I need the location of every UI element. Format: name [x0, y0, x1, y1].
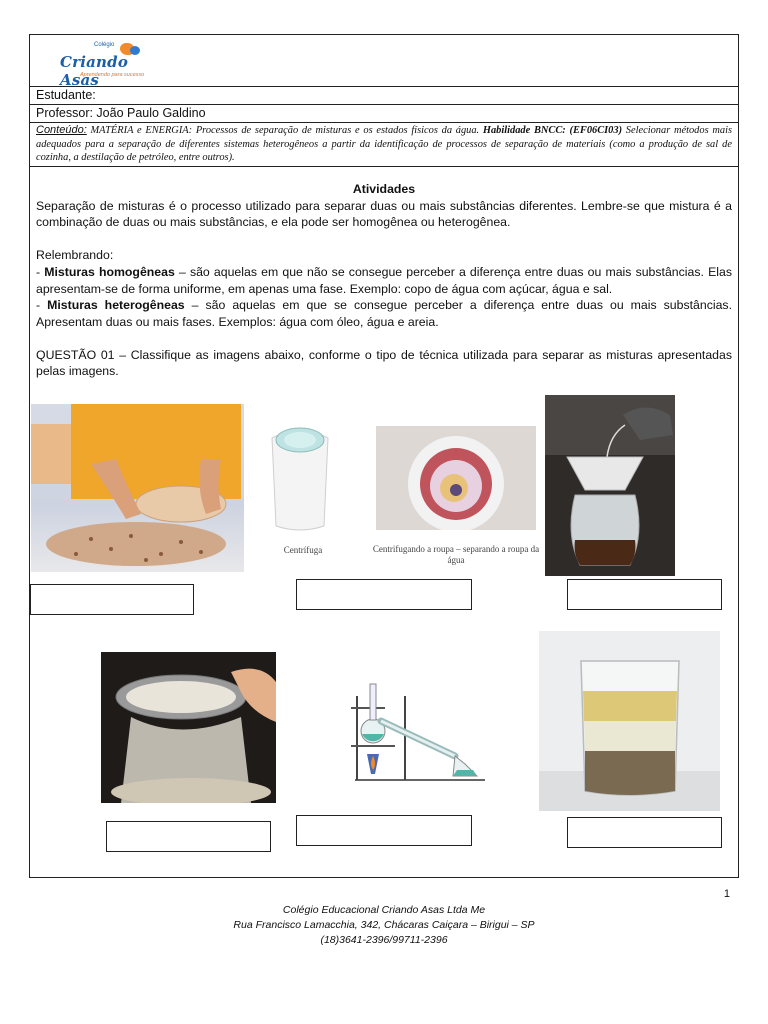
answer-box-1[interactable]	[30, 584, 194, 615]
logo-tagline: Aprendendo para sucesso	[80, 72, 145, 78]
catacao-illustration	[31, 404, 244, 572]
teacher-row	[30, 105, 738, 123]
skill-text: Selecionar métodos mais adequados para a separação de diferentes sistemas heterogêneos a partir da identificação de processos de separação de materiais (como a produção de sal de cozinha, a destilação de petróleo, entre outros).	[36, 125, 732, 163]
page-number: 1	[723, 888, 730, 900]
heterogeneous-paragraph: - Misturas heterogêneas – são aquelas em que se consegue perceber a diferença entre duas ou mais substâncias. Apresentam duas ou mais fases. Exemplos: água com óleo, água e areia.	[36, 298, 732, 329]
answer-box-5[interactable]	[296, 815, 472, 846]
footer	[0, 903, 768, 948]
student-row[interactable]	[30, 87, 738, 105]
catacao-image	[31, 404, 244, 572]
sieving-image	[101, 652, 276, 803]
footer-phone: (18)3641-2396/99711-2396	[320, 934, 448, 946]
answer-box-3[interactable]	[567, 579, 722, 610]
homogeneous-paragraph: - Misturas homogêneas – são aquelas em que não se consegue perceber a diferença entre duas ou mais substâncias. Elas apresentam-se de forma uniforme, em apenas uma fase. Exemplo: copo de água com açúcar, água e sal.	[36, 264, 732, 296]
distillation-illustration	[345, 676, 495, 784]
coffee-filter-image	[545, 395, 675, 576]
logo-small-text: Colégio	[94, 42, 115, 48]
decantation-image	[539, 631, 720, 811]
centrifuge-caption: Centrífuga	[283, 545, 323, 555]
beaker-illustration	[539, 631, 720, 811]
logo-name: Criando Asas	[60, 53, 129, 89]
washing-machine-caption: Centrifugando a roupa – separando a roupa da água	[372, 544, 540, 565]
teacher-label: Professor: João Paulo Galdino	[36, 106, 206, 120]
heterogeneous-term: Misturas heterogêneas	[47, 298, 185, 313]
sieving-illustration	[101, 652, 276, 803]
answer-box-4[interactable]	[106, 821, 271, 852]
activities-body	[36, 181, 732, 380]
student-label: Estudante:	[36, 88, 96, 102]
activities-title: Atividades	[352, 182, 416, 196]
content-text: MATÉRIA e ENERGIA: Processos de separação de misturas e os estados físicos da água.	[86, 125, 483, 136]
skill-label: Habilidade BNCC: (EF06CI03)	[482, 125, 623, 136]
content-label: Conteúdo:	[36, 124, 87, 136]
question-01: QUESTÃO 01 – Classifique as imagens abaixo, conforme o tipo de técnica utilizada para separar as misturas apresentadas pelas imagens.	[36, 347, 732, 379]
school-logo	[58, 41, 168, 89]
distillation-image	[345, 676, 495, 784]
washing-machine-illustration	[376, 426, 536, 530]
footer-school-name: Colégio Educacional Criando Asas Ltda Me	[282, 904, 486, 916]
content-row	[30, 123, 738, 167]
coffee-filter-illustration	[545, 395, 675, 576]
footer-address: Rua Francisco Lamacchia, 342, Chácaras Caiçara – Birigui – SP	[233, 919, 535, 931]
answer-box-6[interactable]	[567, 817, 722, 848]
homogeneous-term: Misturas homogêneas	[44, 264, 175, 279]
remember-label: Relembrando:	[36, 248, 114, 263]
logo-row	[30, 35, 738, 87]
answer-box-2[interactable]	[296, 579, 472, 610]
centrifuge-illustration	[262, 418, 340, 536]
intro-paragraph: Separação de misturas é o processo utilizado para separar duas ou mais substâncias diferentes. Lembre-se que mistura é a combinação de duas ou mais substâncias, e ela pode ser homogênea ou heterogênea.	[36, 198, 732, 230]
centrifuge-image	[262, 418, 340, 536]
washing-machine-image	[376, 426, 536, 530]
